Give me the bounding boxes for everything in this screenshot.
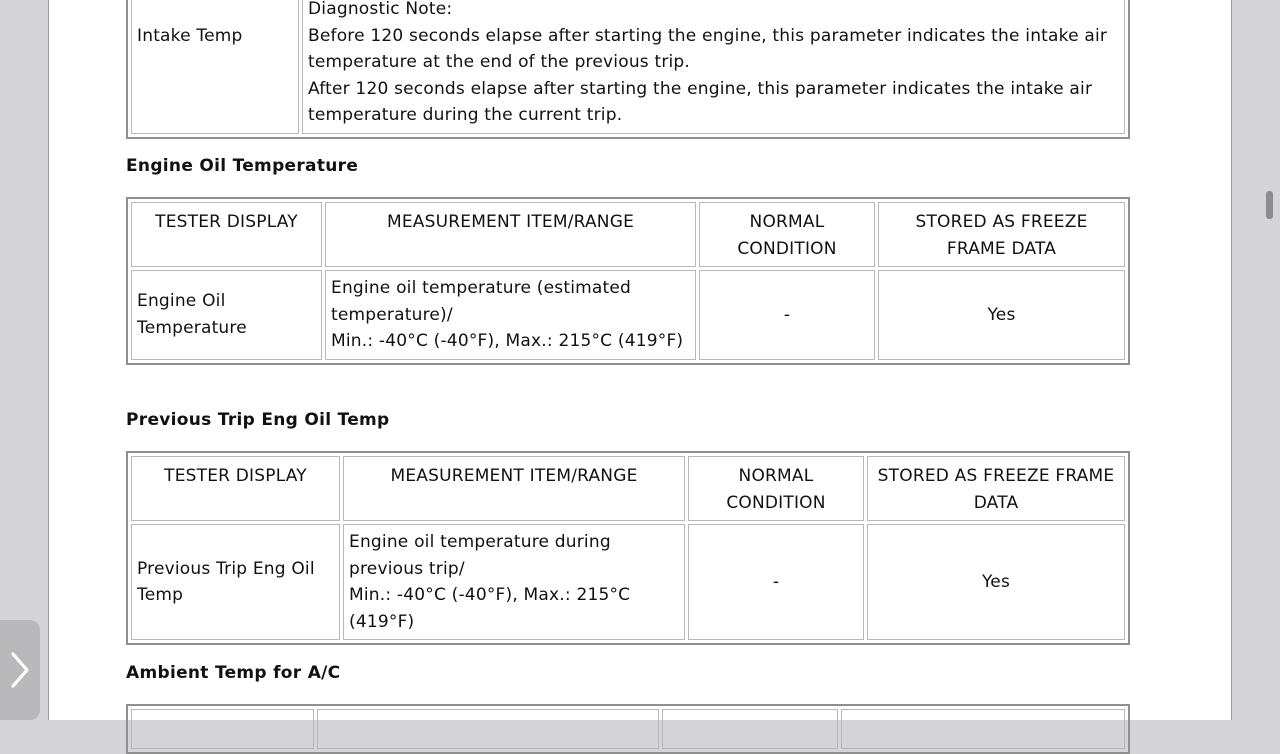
- tester-display-value: Intake Temp: [137, 26, 243, 46]
- diagnostic-note-text: After 120 seconds elapse after starting the engine, this parameter indicates the intake air temperature during the current trip.: [308, 78, 1093, 125]
- column-header: STORED AS FREEZE FRAME DATA: [878, 202, 1125, 267]
- measurement-range: Min.: -40°C (-40°F), Max.: 215°C (419°F): [331, 331, 684, 351]
- freeze-frame-value: Yes: [878, 270, 1125, 360]
- column-header: [841, 709, 1125, 749]
- scrollbar-thumb[interactable]: [1266, 191, 1273, 219]
- table-row: [131, 270, 1125, 360]
- column-header: MEASUREMENT ITEM/RANGE: [325, 202, 696, 267]
- column-header: STORED AS FREEZE FRAME DATA: [867, 456, 1125, 521]
- table-header-row: [131, 202, 1125, 267]
- section-heading: Engine Oil Temperature: [126, 156, 359, 176]
- diagnostic-note-label: Diagnostic Note:: [308, 0, 453, 19]
- normal-condition-value: -: [688, 524, 864, 640]
- tester-display-value: Previous Trip Eng Oil Temp: [131, 524, 340, 640]
- column-header: TESTER DISPLAY: [131, 202, 322, 267]
- ambient-temp-table: [126, 704, 1130, 754]
- column-header: TESTER DISPLAY: [131, 456, 340, 521]
- measurement-range: Min.: -40°C (-40°F), Max.: 215°C (419°F): [349, 585, 631, 632]
- table-row: [131, 524, 1125, 640]
- measurement-cell: [343, 524, 685, 640]
- diagnostic-note-text: Before 120 seconds elapse after starting the engine, this parameter indicates the intake air temperature at the end of the previous trip.: [308, 25, 1108, 72]
- column-header: [317, 709, 659, 749]
- section-heading: Previous Trip Eng Oil Temp: [126, 410, 390, 430]
- column-header: MEASUREMENT ITEM/RANGE: [343, 456, 685, 521]
- intake-temp-table: [126, 0, 1130, 139]
- table-header-row: [131, 456, 1125, 521]
- previous-trip-eng-oil-temp-table: [126, 451, 1130, 645]
- table-row: [131, 0, 1125, 134]
- column-header: NORMAL CONDITION: [699, 202, 875, 267]
- normal-condition-value: -: [699, 270, 875, 360]
- column-header: [662, 709, 838, 749]
- expand-panel-button[interactable]: [0, 620, 40, 720]
- tester-display-value: Engine Oil Temperature: [131, 270, 322, 360]
- table-header-row: [131, 709, 1125, 749]
- tester-display-cell: [131, 0, 299, 134]
- freeze-frame-value: Yes: [867, 524, 1125, 640]
- section-heading: Ambient Temp for A/C: [126, 663, 341, 683]
- column-header: NORMAL CONDITION: [688, 456, 864, 521]
- measurement-item: Engine oil temperature during previous trip/: [349, 532, 611, 579]
- measurement-cell: [325, 270, 696, 360]
- engine-oil-temperature-table: [126, 197, 1130, 365]
- diagnostic-note-cell: [302, 0, 1125, 134]
- chevron-right-icon: [9, 651, 31, 689]
- measurement-item: Engine oil temperature (estimated temperature)/: [331, 278, 632, 325]
- column-header: [131, 709, 314, 749]
